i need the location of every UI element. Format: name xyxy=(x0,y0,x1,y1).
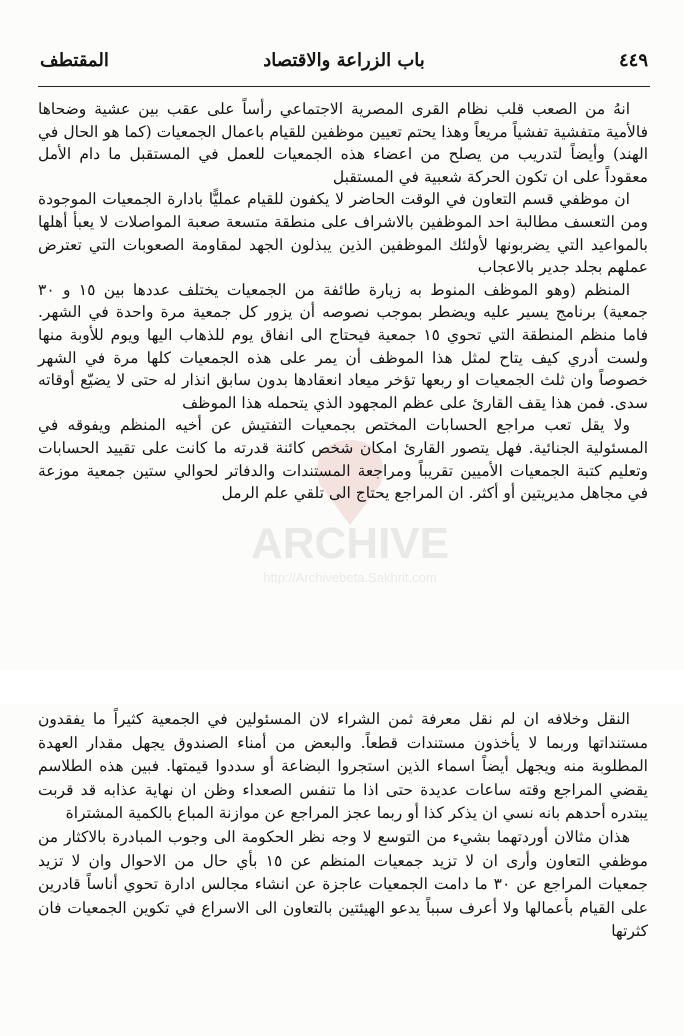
paragraph: انهُ من الصعب قلب نظام القرى المصرية الاجتماعي رأساً على عقب بين عشية وضحاها فالأمية متفشية تفشياً مريعاً وهذا يحتم تعيين موظفين للقيام باعمال الجمعيات (كما هو الحال في الهند) وأيضاً لتدريب من يصلح من اعضاء هذه الجمعيات للعمل في المستقبل ما دام الأمل معقوداً على ان تكون الحركة شعبية في المستقبل xyxy=(38,100,648,186)
section-title: باب الزراعة والاقتصاد xyxy=(263,50,425,71)
page-number: ٤٤٩ xyxy=(618,50,648,71)
paragraph: ان موظفي قسم التعاون في الوقت الحاضر لا يكفون للقيام عمليًّا بادارة الجمعيات الموجودة ومن التعسف مطالبة احد الموظفين بالاشراف على منطقة متسعة صعبة المواصلات لا يعبأ أهلها بالمواعيد التي يضربونها لأولئك الموظفين الذين يبذلون الجهد لمقاومة الصعوبات التي تعترض عملهم بجلد جدير بالاعجاب xyxy=(38,190,648,277)
upper-text-block xyxy=(38,98,648,505)
watermark-url: http://Archivebeta.Sakhrit.com xyxy=(263,570,437,585)
lower-text-block xyxy=(38,708,648,944)
watermark-text: ARCHIVE xyxy=(250,519,450,568)
scan-gap xyxy=(0,670,684,704)
paragraph: النقل وخلافه ان لم نقل معرفة ثمن الشراء لان المسئولين في الجمعية كثيراً ما يفقدون مستنداتها وربما لا يأخذون مستندات قطعاً. والبعض من أمناء الصندوق يجهل مقدار العهدة المطلوبة منه ويجهل أيضاً اسماء الذين استجروا البضاعة أو سددوا قيمتها. فبين هذه الطلاسم يقضي المراجع وقته ساعات عديدة حتى اذا ما تنفس الصعداء وظن ان نهاية عذابه قد قربت يبتدره أحدهم بانه نسي ان يذكر كذا أو ربما عجز المراجع عن موازنة المباع بالكمية المشتراة xyxy=(38,710,648,823)
paragraph: هذان مثالان أوردتهما بشيء من التوسع لا وجه نظر الحكومة الى وجوب المبادرة بالاكثار من موظفي التعاون وأرى ان لا تزيد جمعيات المنظم عن ١٥ بأي حال من الاحوال وان لا تزيد جمعيات المراجع عن ٣٠ ما دامت الجمعيات عاجزة عن انشاء مجالس ادارة تحوي أناساً قادرين على القيام بأعمالها ولا أعرف سبباً يدعو الهيئتين بالتعاون الى الاسراع في تكوين الجمعيات فان كثرتها xyxy=(38,827,648,941)
header-rule xyxy=(38,86,650,87)
journal-name: المقتطف xyxy=(40,50,109,71)
paragraph: ولا يقل تعب مراجع الحسابات المختص بجمعيات التفتيش عن أخيه المنظم ويفوقه في المسئولية الجنائية. فهل يتصور القارئ امكان شخص كائنة قدرته ما كانت على تقييد الحسابات وتعليم كتبة الجمعيات الأميين تقريباً ومراجعة المستندات والدفاتر لحوالي ستين جمعية موزعة في مجاهل مديريتين أو أكثر. ان المراجع يحتاج الى تلقي علم الرمل xyxy=(38,416,648,503)
paragraph: المنظم (وهو الموظف المنوط به زيارة طائفة من الجمعيات يختلف عددها بين ١٥ و ٣٠ جمعية) برنامج يسير عليه ويضطر بموجب نصوصه أن يزور كل جمعية مرة واحدة في الشهر. فاما منظم المنطقة التي تحوي ١٥ جمعية فيحتاج الى انفاق يوم للذهاب اليها ويوم للأوبة منها ولست أدري كيف يتاح لمثل هذا الموظف أن يمر على هذه الجمعيات كلها مرة في الشهر خصوصاً وان ثلث الجمعيات او ربعها تؤخر ميعاد انعقادها بدون سابق انذار له حتى لا يضيّع أوقاته سدى. فمن هذا يقف القارئ على عظم المجهود الذي يتحمله هذا الموظف xyxy=(38,280,648,412)
running-header xyxy=(40,50,648,80)
